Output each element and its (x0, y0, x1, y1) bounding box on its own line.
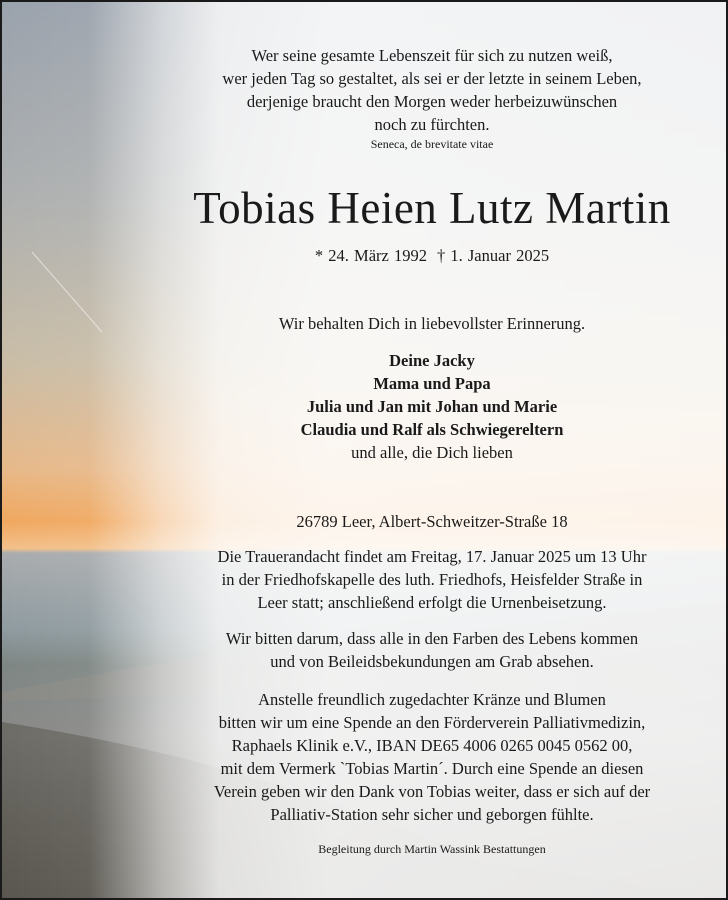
quote-line: noch zu fürchten. (374, 115, 490, 134)
address: 26789 Leer, Albert-Schweitzer-Straße 18 (296, 512, 568, 531)
text-line: Palliativ-Station sehr sicher und geborgen fühlte. (270, 805, 594, 824)
death-date: † 1. Januar 2025 (437, 246, 550, 265)
quote (162, 44, 702, 136)
dress-request-paragraph (172, 627, 692, 673)
text-line: und von Beileidsbekundungen am Grab absehen. (270, 652, 594, 671)
text-line: bitten wir um eine Spende an den Förderverein Palliativmedizin, (218, 713, 646, 732)
quote-source: Seneca, de brevitate vitae (370, 137, 494, 151)
service-paragraph (172, 545, 692, 614)
text-line: Leer statt; anschließend erfolgt die Urnenbeisetzung. (257, 593, 607, 612)
text-line: in der Friedhofskapelle des luth. Friedhofs, Heisfelder Straße in (221, 570, 643, 589)
text-line: Verein geben wir den Dank von Tobias weiter, dass er sich auf der (213, 782, 651, 801)
quote-line: wer jeden Tag so gestaltet, als sei er der letzte in seinem Leben, (222, 69, 642, 88)
funeral-home-credit: Begleitung durch Martin Wassink Bestattungen (318, 842, 546, 856)
text-line: mit dem Vermerk `Tobias Martin´. Durch eine Spende an diesen (220, 759, 644, 778)
family-member: Mama und Papa (373, 374, 491, 393)
text-line: Wir bitten darum, dass alle in den Farben des Lebens kommen (225, 629, 639, 648)
family-signatures (162, 349, 702, 464)
quote-line: Wer seine gesamte Lebenszeit für sich zu nutzen weiß, (251, 46, 613, 65)
remembrance-line: Wir behalten Dich in liebevollster Erinnerung. (278, 314, 586, 333)
family-member: Deine Jacky (389, 351, 475, 370)
text-line: Raphaels Klinik e.V., IBAN DE65 4006 0265 0045 0562 00, (231, 736, 633, 755)
birth-date: * 24. März 1992 (314, 246, 427, 265)
family-closing: und alle, die Dich lieben (351, 443, 513, 462)
family-member: Julia und Jan mit Johan und Marie (306, 397, 558, 416)
life-dates (162, 246, 702, 266)
quote-line: derjenige braucht den Morgen weder herbeizuwünschen (246, 92, 618, 111)
text-line: Die Trauerandacht findet am Freitag, 17. Januar 2025 um 13 Uhr (217, 547, 647, 566)
family-member: Claudia und Ralf als Schwiegereltern (300, 420, 564, 439)
donation-paragraph (172, 688, 692, 826)
text-line: Anstelle freundlich zugedachter Kränze und Blumen (258, 690, 606, 709)
deceased-name: Tobias Heien Lutz Martin (193, 183, 671, 233)
